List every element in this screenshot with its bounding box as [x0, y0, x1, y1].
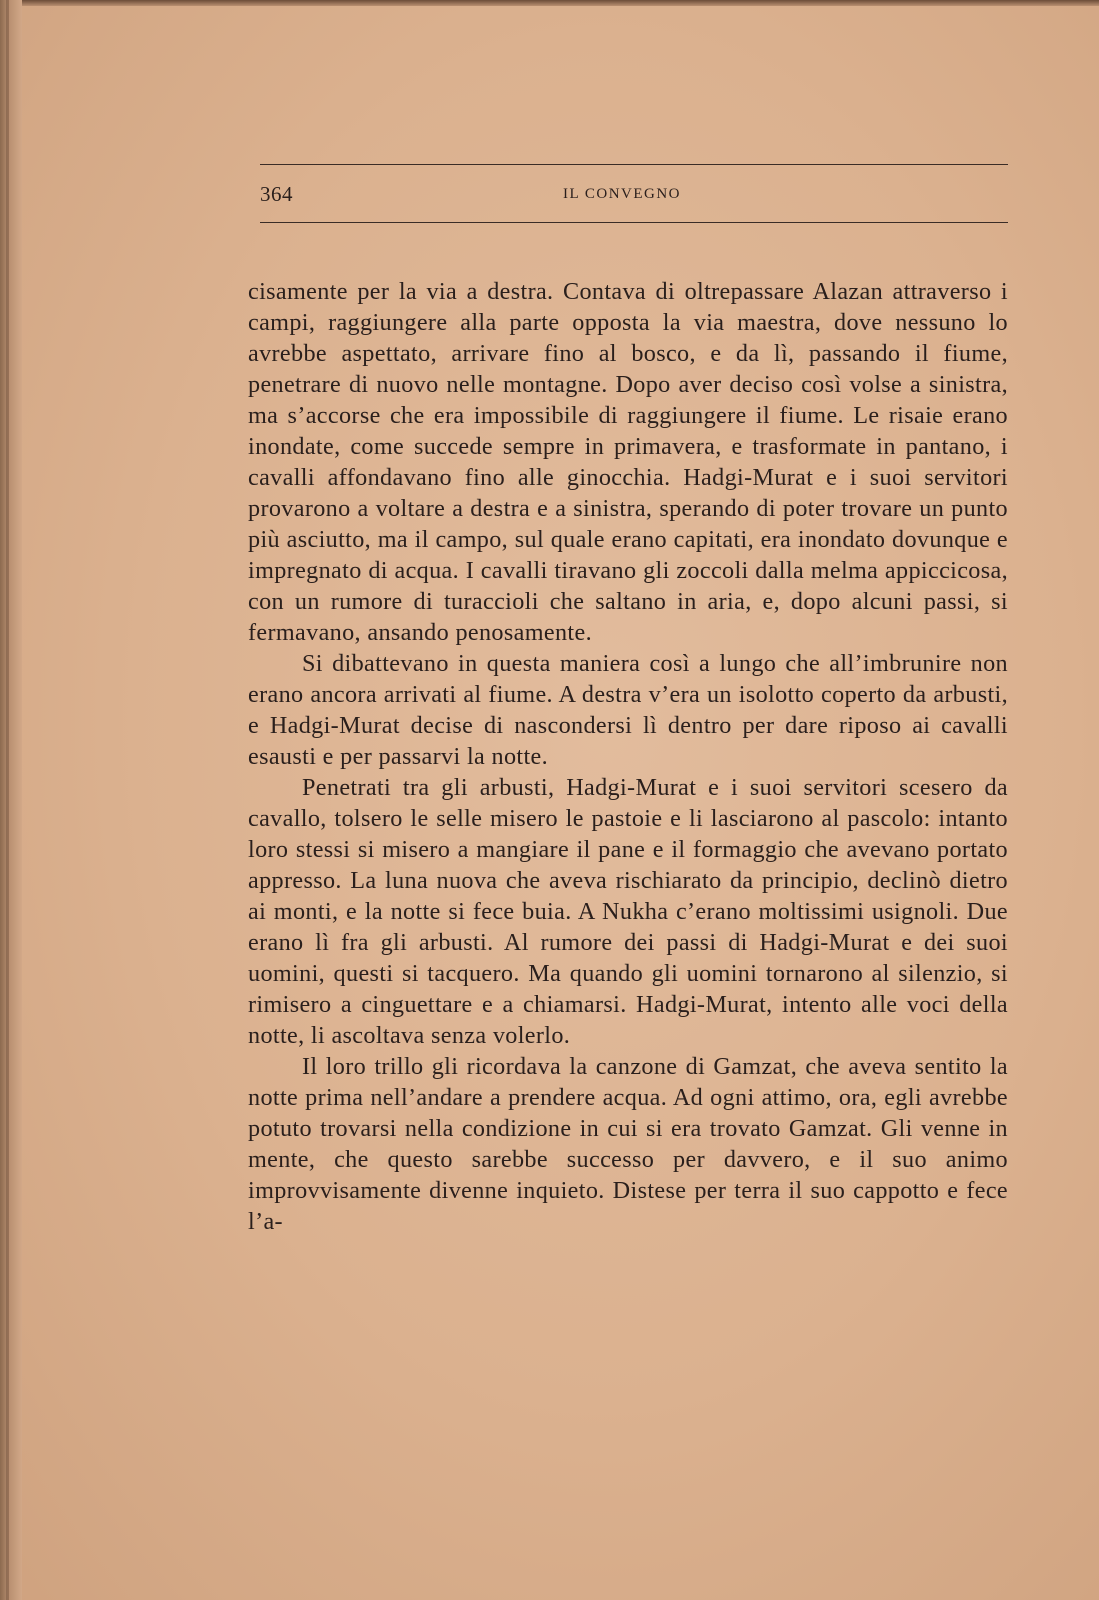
paragraph-2: Si dibattevano in questa maniera così a lungo che all’imbrunire non erano ancora arrivati al fiume. A destra v’era un isolotto coperto da arbusti, e Hadgi-Murat decise di nascondersi lì dentro per dare riposo ai cavalli esausti e per passarvi la notte.	[248, 650, 1008, 770]
page-top-edge	[0, 0, 1099, 6]
paragraph-3: Penetrati tra gli arbusti, Hadgi-Murat e i suoi servitori scesero da cavallo, tolsero le selle misero le pastoie e li lasciarono al pascolo: intanto loro stessi si misero a mangiare il pane e il formaggio che avevano portato appresso. La luna nuova che aveva rischiarato da principio, declinò dietro ai monti, e la notte si fece buia. A Nukha c’erano moltissimi usignoli. Due erano lì fra gli arbusti. Al rumore dei passi di Hadgi-Murat e dei suoi uomini, questi si tacquero. Ma quando gli uomini tornarono al silenzio, si rimisero a cinguettare e a chiamarsi. Hadgi-Murat, intento alle voci della notte, li ascoltava senza volerlo.	[248, 774, 1008, 1049]
page-header	[260, 160, 1008, 232]
paragraph-1: cisamente per la via a destra. Contava di oltrepassare Alazan attraverso i campi, raggiungere alla parte opposta la via maestra, dove nessuno lo avrebbe aspettato, arrivare fino al bosco, e da lì, passando il fiume, penetrare di nuovo nelle montagne. Dopo aver deciso così volse a sinistra, ma s’accorse che era impossibile di raggiungere il fiume. Le risaie erano inondate, come succede sempre in primavera, e trasformate in pantano, i cavalli affondavano fino alle ginocchia. Hadgi-Murat e i suoi servitori provarono a voltare a destra e a sinistra, sperando di poter trovare un punto più asciutto, ma il campo, sul quale erano capitati, era inondato dovunque e impregnato di acqua. I cavalli tiravano gli zoccoli dalla melma appiccicosa, con un rumore di turaccioli che saltano in aria, e, dopo alcuni passi, si fermavano, ansando penosamente.	[248, 278, 1008, 646]
running-head: IL CONVEGNO	[563, 186, 682, 202]
page-left-edge	[0, 0, 22, 1600]
body-text	[248, 276, 1008, 1237]
page-number: 364	[260, 182, 293, 206]
header-rule-top	[260, 164, 1008, 165]
binding-line	[6, 0, 9, 1600]
paragraph-4: Il loro trillo gli ricordava la canzone di Gamzat, che aveva sentito la notte prima nell’andare a prendere acqua. Ad ogni attimo, ora, egli avrebbe potuto trovarsi nella condizione in cui si era trovato Gamzat. Gli venne in mente, che questo sarebbe successo per davvero, e il suo animo improvvisamente divenne inquieto. Distese per terra il suo cappotto e fece l’a-	[248, 1053, 1008, 1235]
header-rule-bottom	[260, 222, 1008, 223]
